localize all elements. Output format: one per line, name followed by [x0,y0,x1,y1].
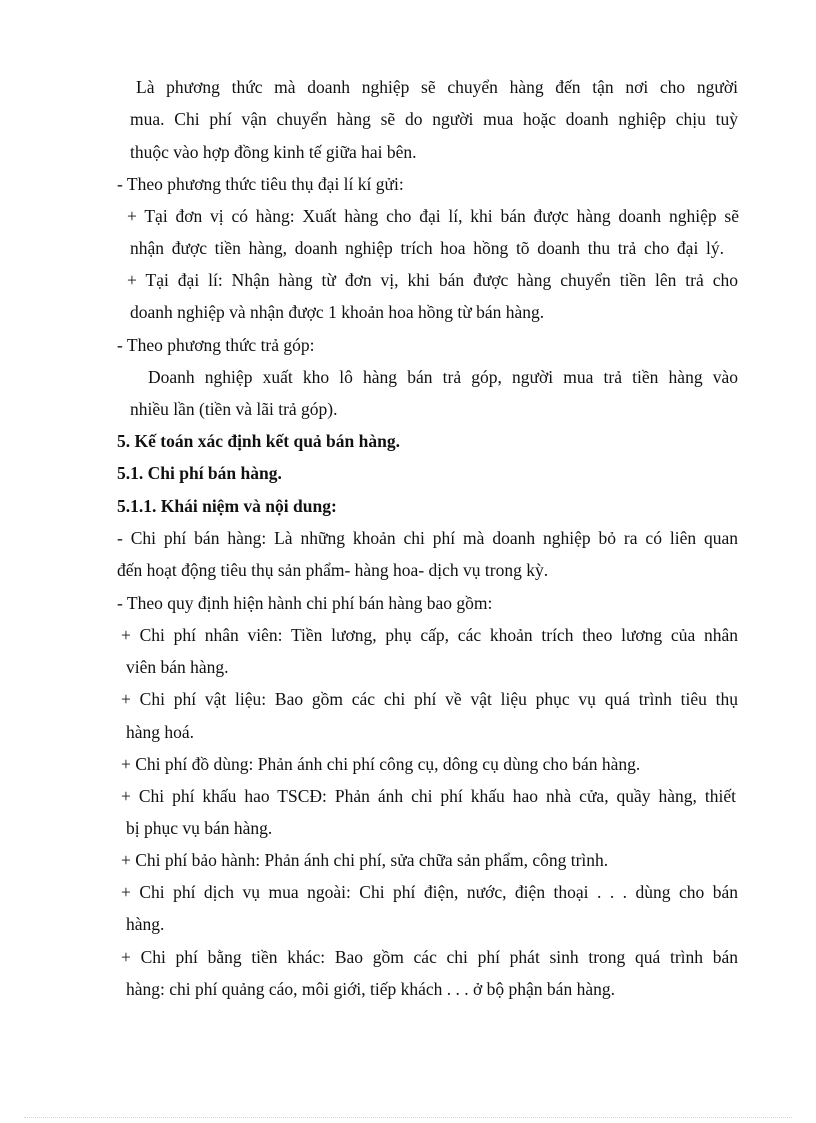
list-item: + Tại đơn vị có hàng: Xuất hàng cho đại lí, khi bán được hàng doanh nghiệp sẽ [127,206,739,226]
list-item: + Chi phí vật liệu: Bao gồm các chi phí về vật liệu phục vụ quá trình tiêu thụ [121,689,738,709]
list-item: + Tại đại lí: Nhận hàng từ đơn vị, khi bán được hàng chuyển tiền lên trả cho [127,270,738,290]
list-item: + Chi phí đồ dùng: Phản ánh chi phí công cụ, dông cụ dùng cho bán hàng. [121,754,641,774]
text-line: nhiều lần (tiền và lãi trả góp). [130,399,338,419]
page-bottom-rule [24,1117,792,1118]
list-item: - Theo quy định hiện hành chi phí bán hàng bao gồm: [117,593,493,613]
list-item: + Chi phí bằng tiền khác: Bao gồm các chi phí phát sinh trong quá trình bán [121,947,738,967]
text-line: hàng: chi phí quảng cáo, môi giới, tiếp khách . . . ở bộ phận bán hàng. [126,979,615,999]
section-heading: 5. Kế toán xác định kết quả bán hàng. [117,431,400,451]
text-line: đến hoạt động tiêu thụ sản phẩm- hàng hoa- dịch vụ trong kỳ. [117,560,549,580]
list-item: + Chi phí bảo hành: Phản ánh chi phí, sửa chữa sản phẩm, công trình. [121,850,609,870]
text-line: thuộc vào hợp đồng kinh tế giữa hai bên. [130,142,417,162]
text-line: mua. Chi phí vận chuyển hàng sẽ do người mua hoặc doanh nghiệp chịu tuỳ [130,109,738,129]
text-line: Là phương thức mà doanh nghiệp sẽ chuyển hàng đến tận nơi cho người [136,77,738,97]
list-item: + Chi phí khấu hao TSCĐ: Phản ánh chi phí khấu hao nhà cửa, quầy hàng, thiết [121,786,736,806]
text-line: bị phục vụ bán hàng. [126,818,273,838]
text-line: doanh nghiệp và nhận được 1 khoản hoa hồng từ bán hàng. [130,302,545,322]
text-line: viên bán hàng. [126,657,229,677]
text-line: Doanh nghiệp xuất kho lô hàng bán trả góp, người mua trả tiền hàng vào [148,367,738,387]
subsection-heading: 5.1. Chi phí bán hàng. [117,463,282,483]
list-item: - Chi phí bán hàng: Là những khoản chi phí mà doanh nghiệp bỏ ra có liên quan [117,528,738,548]
list-item: + Chi phí dịch vụ mua ngoài: Chi phí điện, nước, điện thoại . . . dùng cho bán [121,882,738,902]
subsubsection-heading: 5.1.1. Khái niệm và nội dung: [117,496,337,516]
text-line: hàng. [126,914,165,934]
text-line: hàng hoá. [126,722,195,742]
list-item: + Chi phí nhân viên: Tiền lương, phụ cấp, các khoản trích theo lương của nhân [121,625,738,645]
text-line: nhận được tiền hàng, doanh nghiệp trích hoa hồng tõ doanh thu trả cho đại lý. [130,238,724,258]
list-item: - Theo phương thức tiêu thụ đại lí kí gửi: [117,174,404,194]
list-item: - Theo phương thức trả góp: [117,335,315,355]
